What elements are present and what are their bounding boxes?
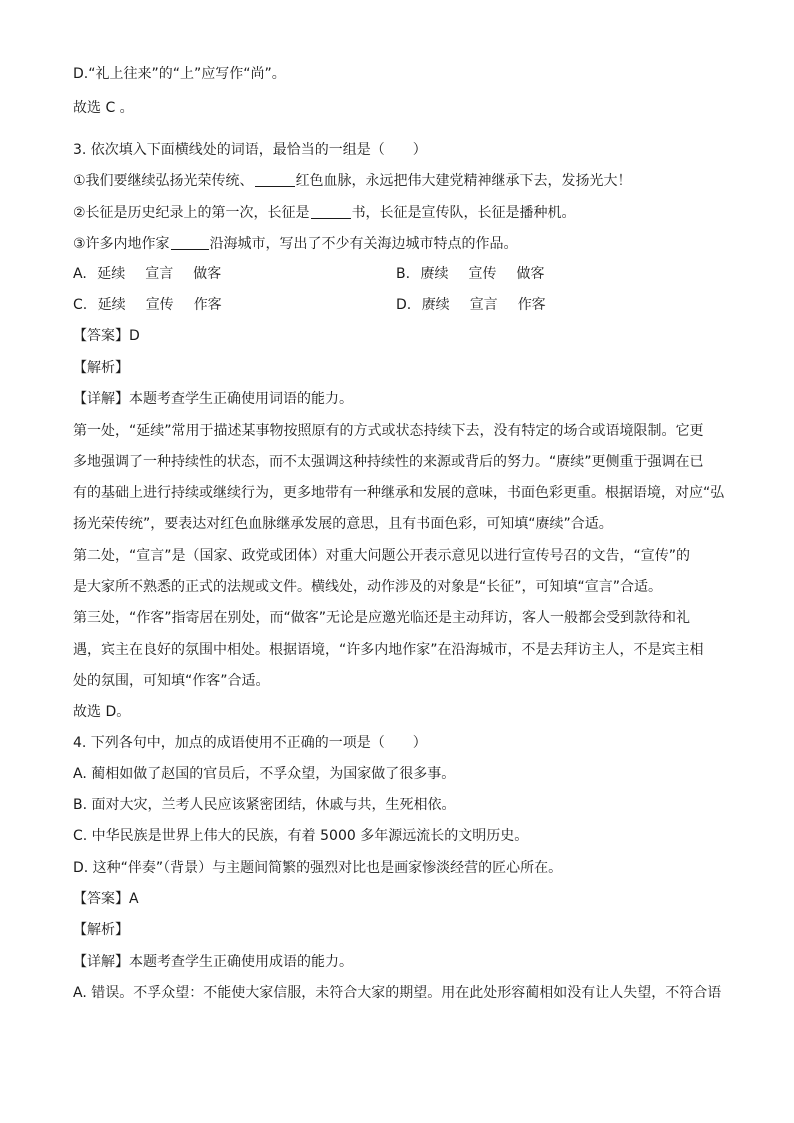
option-word: 宣传 — [145, 297, 174, 313]
q3-s2-part-a: ②长征是历史纪录上的第一次，长征是 — [73, 205, 310, 221]
option-word: 宣言 — [145, 266, 174, 282]
option-label: C. — [73, 297, 88, 313]
q3-s2-part-b: 书，长征是宣传队，长征是播种机。 — [351, 205, 576, 221]
fill-blank-2 — [311, 204, 351, 219]
q3-s1-part-a: ①我们要继续弘扬光荣传统、 — [73, 173, 254, 189]
option-label: D. — [396, 297, 412, 313]
q3-s1-part-b: 红色血脉，永远把伟大建党精神继承下去，发扬光大！ — [295, 173, 632, 189]
q3-para1-line2: 多地强调了一种持续性的状态，而不太强调这种持续性的来源或背后的努力。“赓续”更侧重于强调在已 — [73, 454, 704, 470]
q3-para1-line4: 扬光荣传统”，要表达对红色血脉继承发展的意思，且有书面色彩，可知填“赓续”合适。 — [73, 516, 613, 532]
q3-sentence-2 — [73, 203, 576, 223]
q3-para3-line2: 遇，宾主在良好的氛围中相处。根据语境，“许多内地作家”在沿海城市，不是去拜访主人，不是宾主相 — [73, 642, 704, 658]
q3-option-c — [73, 295, 222, 315]
q3-analysis-heading: 【解析】 — [73, 360, 129, 376]
q4-answer: 【答案】A — [73, 891, 139, 907]
option-word: 作客 — [517, 297, 546, 313]
q3-para3-line3: 处的氛围，可知填“作客”合适。 — [73, 673, 270, 689]
q4-analysis-heading: 【解析】 — [73, 922, 129, 938]
q3-s3-part-a: ③许多内地作家 — [73, 236, 170, 252]
option-word: 宣言 — [469, 297, 498, 313]
q4-stem: 4. 下列各句中，加点的成语使用不正确的一项是（ ） — [73, 735, 427, 751]
q4-explanation-a: A. 错误。不孚众望：不能使大家信服，未符合大家的期望。用在此处形容蔺相如没有让人失望，不符合语 — [73, 985, 722, 1001]
q3-option-d — [396, 295, 546, 315]
q3-para1-line1: 第一处，“延续”常用于描述某事物按照原有的方式或状态持续下去，没有特定的场合或语境限制。它更 — [73, 423, 704, 439]
option-label: A. — [73, 266, 87, 282]
q3-answer: 【答案】D — [73, 328, 140, 344]
q3-stem: 3. 依次填入下面横线处的词语，最恰当的一组是（ ） — [73, 142, 427, 158]
option-word: 做客 — [516, 266, 545, 282]
q4-detail: 【详解】本题考查学生正确使用成语的能力。 — [73, 954, 353, 970]
option-word: 赓续 — [420, 266, 449, 282]
option-word: 做客 — [193, 266, 222, 282]
option-word: 延续 — [97, 266, 126, 282]
fill-blank-1 — [255, 172, 295, 187]
q3-para2-line1: 第二处，“宣言”是（国家、政党或团体）对重大问题公开表示意见以进行宣传号召的文告，“宣传”的 — [73, 548, 691, 564]
option-label: B. — [396, 266, 411, 282]
q3-para2-line2: 是大家所不熟悉的正式的法规或文件。横线处，动作涉及的对象是“长征”，可知填“宣言”合适。 — [73, 579, 663, 595]
q3-para3-line1: 第三处，“作客”指寄居在别处，而“做客”无论是应邀光临还是主动拜访，客人一般都会受到款待和礼 — [73, 610, 691, 626]
q3-option-a — [73, 264, 221, 284]
q4-option-b: B. 面对大灾，兰考人民应该紧密团结，休戚与共，生死相依。 — [73, 797, 456, 813]
q3-s3-part-b: 沿海城市，写出了不少有关海边城市特点的作品。 — [209, 236, 518, 252]
fill-blank-3 — [171, 235, 209, 250]
option-word: 赓续 — [421, 297, 450, 313]
q2-conclusion: 故选 C 。 — [73, 100, 134, 116]
q3-conclusion: 故选 D。 — [73, 704, 131, 720]
q3-sentence-1 — [73, 171, 632, 191]
q4-option-d: D. 这种“伴奏”（背景）与主题间简繁的强烈对比也是画家惨淡经营的匠心所在。 — [73, 860, 563, 876]
option-word: 延续 — [97, 297, 126, 313]
q3-para1-line3: 有的基础上进行持续或继续行为，更多地带有一种继承和发展的意味，书面色彩更重。根据语境，对应“弘 — [73, 485, 725, 501]
option-word: 作客 — [193, 297, 222, 313]
q4-option-c: C. 中华民族是世界上伟大的民族，有着 5000 多年源远流长的文明历史。 — [73, 828, 529, 844]
q2-option-d: D.“礼上往来”的“上”应写作“尚”。 — [73, 66, 286, 82]
q3-sentence-3 — [73, 234, 518, 254]
q4-option-a: A. 蔺相如做了赵国的官员后，不孚众望，为国家做了很多事。 — [73, 766, 456, 782]
q3-detail: 【详解】本题考查学生正确使用词语的能力。 — [73, 391, 353, 407]
q3-option-b — [396, 264, 545, 284]
option-word: 宣传 — [468, 266, 497, 282]
